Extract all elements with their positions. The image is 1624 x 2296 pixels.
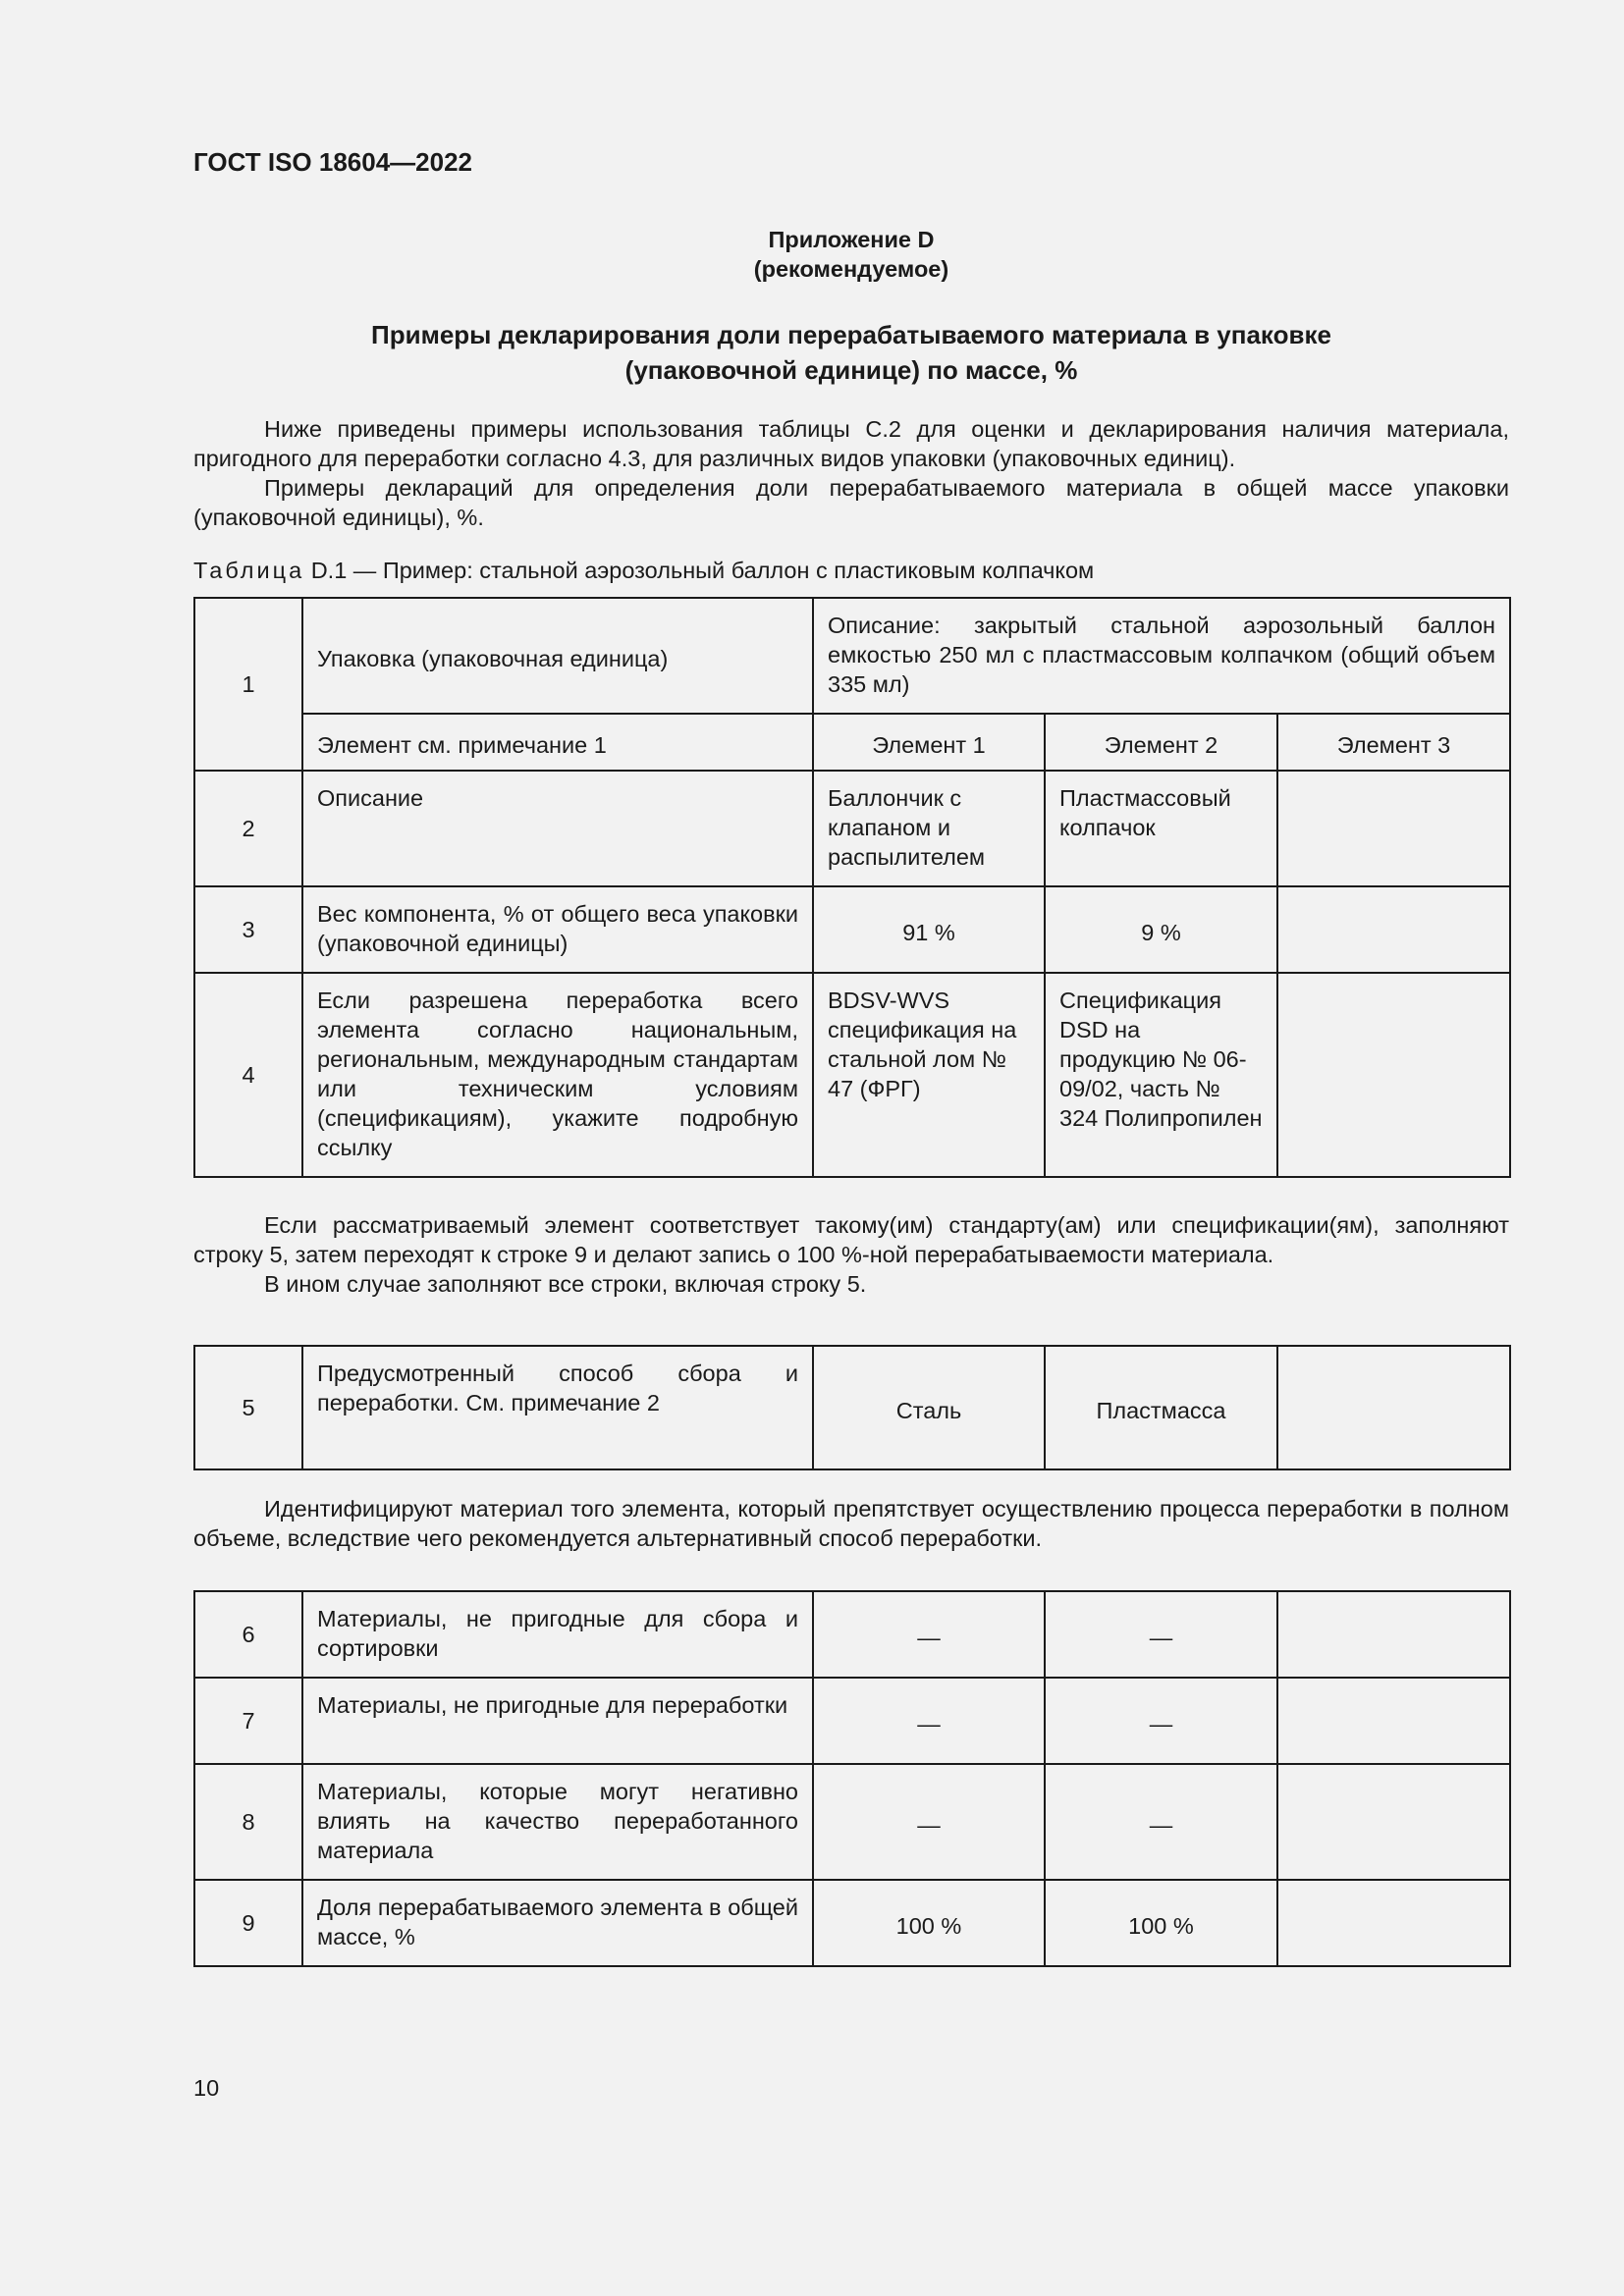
table-row xyxy=(194,1678,1510,1764)
element-2-cell: — xyxy=(1045,1764,1277,1880)
instruction-paragraph-3: Идентифицируют материал того элемента, который препятствует осуществлению процесса переработки в полном объеме, вследствие чего рекомендуется альтернативный способ переработки. xyxy=(193,1496,1509,1551)
element-1-cell: Баллончик с клапаном и распылителем xyxy=(813,771,1045,886)
row-number: 4 xyxy=(194,973,302,1177)
row-number: 5 xyxy=(194,1346,302,1469)
intro-paragraph-1: Ниже приведены примеры использования таблицы С.2 для оценки и декларирования наличия материала, пригодного для переработки согласно 4.3, для различных видов упаковки (упаковочных единиц). xyxy=(193,416,1509,471)
table-caption-label: Таблица xyxy=(193,558,305,583)
element-1-header: Элемент 1 xyxy=(813,714,1045,771)
annex-title: Приложение D xyxy=(768,227,935,252)
row-number: 1 xyxy=(194,598,302,771)
table-d1-part3 xyxy=(193,1590,1511,1967)
row-number: 7 xyxy=(194,1678,302,1764)
appendix-title xyxy=(193,317,1509,388)
element-3-cell xyxy=(1277,973,1510,1177)
element-2-header: Элемент 2 xyxy=(1045,714,1277,771)
row-label: Вес компонента, % от общего веса упаковки (упаковочной единицы) xyxy=(302,886,813,973)
page-number: 10 xyxy=(193,2075,220,2101)
standard-code: ГОСТ ISO 18604—2022 xyxy=(193,147,473,177)
packaging-description: Описание: закрытый стальной аэрозольный баллон емкостью 250 мл с пластмассовым колпачком (общий объем 335 мл) xyxy=(813,598,1510,714)
annex-heading xyxy=(193,225,1509,284)
element-3-cell xyxy=(1277,1591,1510,1678)
element-3-cell xyxy=(1277,1764,1510,1880)
row-number: 2 xyxy=(194,771,302,886)
table-row xyxy=(194,771,1510,886)
element-1-cell: — xyxy=(813,1678,1045,1764)
element-2-cell: Спецификация DSD на продукцию № 06-09/02, часть № 324 Полипропилен xyxy=(1045,973,1277,1177)
table-row xyxy=(194,1764,1510,1880)
element-3-cell xyxy=(1277,771,1510,886)
row-label: Материалы, не пригодные для переработки xyxy=(302,1678,813,1764)
row-label: Если разрешена переработка всего элемента согласно национальным, региональным, международным стандартам или техническим условиям (спецификациям), укажите подробную ссылку xyxy=(302,973,813,1177)
element-1-cell: 100 % xyxy=(813,1880,1045,1966)
table-caption xyxy=(193,556,1509,585)
appendix-title-line2: (упаковочной единице) по массе, % xyxy=(624,355,1078,385)
table-d1-part2 xyxy=(193,1345,1511,1470)
row-number: 3 xyxy=(194,886,302,973)
table-row xyxy=(194,598,1510,714)
table-d1-part1 xyxy=(193,597,1511,1178)
row-label: Элемент см. примечание 1 xyxy=(302,714,813,771)
instruction-paragraph-1: Если рассматриваемый элемент соответствует такому(им) стандарту(ам) или спецификации(ям), заполняют строку 5, затем переходят к строке 9 и делают запись о 100 %-ной перерабатываемости материала. xyxy=(193,1212,1509,1267)
row-number: 8 xyxy=(194,1764,302,1880)
table-row xyxy=(194,1346,1510,1469)
row-number: 9 xyxy=(194,1880,302,1966)
element-1-cell: — xyxy=(813,1764,1045,1880)
element-2-cell: 9 % xyxy=(1045,886,1277,973)
table-row xyxy=(194,1880,1510,1966)
instruction-text-1 xyxy=(193,1210,1509,1299)
element-1-cell: BDSV-WVS спецификация на стальной лом № 47 (ФРГ) xyxy=(813,973,1045,1177)
element-1-cell: Сталь xyxy=(813,1346,1045,1469)
element-2-cell: Пластмасса xyxy=(1045,1346,1277,1469)
instruction-paragraph-2: В ином случае заполняют все строки, включая строку 5. xyxy=(264,1271,867,1297)
instruction-text-2 xyxy=(193,1494,1509,1553)
element-1-cell: 91 % xyxy=(813,886,1045,973)
element-3-cell xyxy=(1277,1346,1510,1469)
table-caption-text: D.1 — Пример: стальной аэрозольный баллон с пластиковым колпачком xyxy=(310,558,1095,583)
element-2-cell: — xyxy=(1045,1591,1277,1678)
row-label: Доля перерабатываемого элемента в общей массе, % xyxy=(302,1880,813,1966)
appendix-title-line1: Примеры декларирования доли перерабатываемого материала в упаковке xyxy=(371,320,1331,349)
row-label: Материалы, которые могут негативно влиять на качество переработанного материала xyxy=(302,1764,813,1880)
element-3-cell xyxy=(1277,1880,1510,1966)
row-label: Предусмотренный способ сбора и переработки. См. примечание 2 xyxy=(302,1346,813,1469)
element-3-header: Элемент 3 xyxy=(1277,714,1510,771)
annex-status: (рекомендуемое) xyxy=(753,256,949,282)
table-row xyxy=(194,1591,1510,1678)
element-1-cell: — xyxy=(813,1591,1045,1678)
row-number: 6 xyxy=(194,1591,302,1678)
row-label: Упаковка (упаковочная единица) xyxy=(302,598,813,714)
element-2-cell: Пластмассовый колпачок xyxy=(1045,771,1277,886)
intro-paragraph-2: Примеры деклараций для определения доли перерабатываемого материала в общей массе упаковки (упаковочной единицы), %. xyxy=(193,475,1509,530)
intro-text xyxy=(193,414,1509,532)
table-row xyxy=(194,973,1510,1177)
row-label: Описание xyxy=(302,771,813,886)
element-3-cell xyxy=(1277,1678,1510,1764)
element-3-cell xyxy=(1277,886,1510,973)
table-row xyxy=(194,714,1510,771)
row-label: Материалы, не пригодные для сбора и сортировки xyxy=(302,1591,813,1678)
table-row xyxy=(194,886,1510,973)
element-2-cell: 100 % xyxy=(1045,1880,1277,1966)
element-2-cell: — xyxy=(1045,1678,1277,1764)
